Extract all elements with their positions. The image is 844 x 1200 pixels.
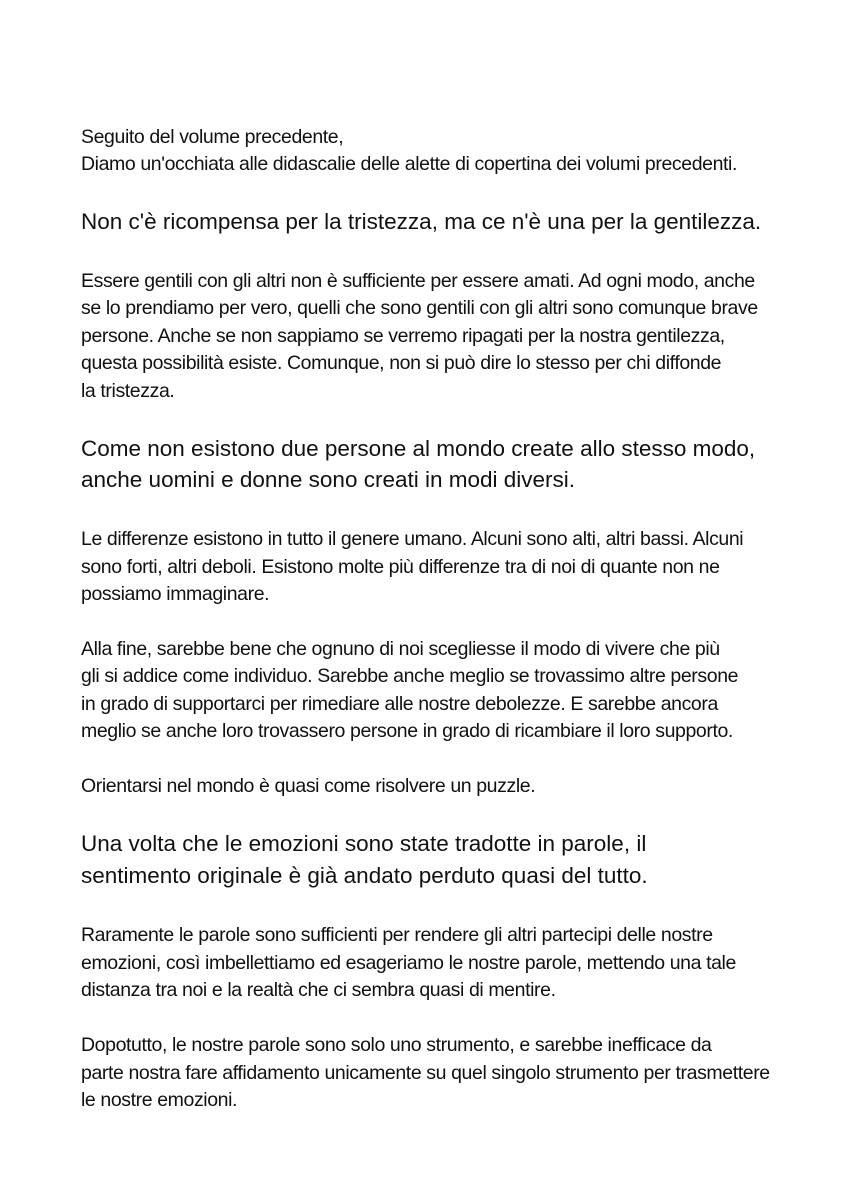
intro-line: Seguito del volume precedente, <box>81 126 344 148</box>
section-heading: sentimento originale è già andato perduto quasi del tutto. <box>81 863 648 888</box>
paragraph-line: distanza tra noi e la realtà che ci sembra quasi di mentire. <box>81 979 556 1001</box>
paragraph-line: possiamo immaginare. <box>81 583 270 605</box>
paragraph-line: le nostre emozioni. <box>81 1089 238 1111</box>
paragraph-line: questa possibilità esiste. Comunque, non si può dire lo stesso per chi diffonde <box>81 352 722 374</box>
paragraph-line: la tristezza. <box>81 380 175 402</box>
section-heading: Non c'è ricompensa per la tristezza, ma ce n'è una per la gentilezza. <box>81 209 762 234</box>
intro-line: Diamo un'occhiata alle didascalie delle alette di copertina dei volumi precedenti. <box>81 153 737 175</box>
paragraph-line: sono forti, altri deboli. Esistono molte più differenze tra di noi di quante non ne <box>81 556 720 578</box>
paragraph-line: persone. Anche se non sappiamo se verremo ripagati per la nostra gentilezza, <box>81 325 725 347</box>
paragraph-line: emozioni, così imbellettiamo ed esageriamo le nostre parole, mettendo una tale <box>81 952 736 974</box>
paragraph-line: gli si addice come individuo. Sarebbe anche meglio se trovassimo altre persone <box>81 665 739 687</box>
paragraph-line: Raramente le parole sono sufficienti per rendere gli altri partecipi delle nostre <box>81 924 713 946</box>
section-heading: Una volta che le emozioni sono state tradotte in parole, il <box>81 831 647 856</box>
section-heading: anche uomini e donne sono creati in modi diversi. <box>81 467 576 492</box>
paragraph-line: Le differenze esistono in tutto il genere umano. Alcuni sono alti, altri bassi. Alcuni <box>81 528 744 550</box>
paragraph-line: Dopotutto, le nostre parole sono solo uno strumento, e sarebbe inefficace da <box>81 1034 712 1056</box>
paragraph-line: Orientarsi nel mondo è quasi come risolvere un puzzle. <box>81 775 536 797</box>
paragraph-line: se lo prendiamo per vero, quelli che sono gentili con gli altri sono comunque brave <box>81 297 758 319</box>
paragraph-line: Alla fine, sarebbe bene che ognuno di noi scegliesse il modo di vivere che più <box>81 638 720 660</box>
paragraph-line: Essere gentili con gli altri non è sufficiente per essere amati. Ad ogni modo, anche <box>81 270 755 292</box>
paragraph-line: in grado di supportarci per rimediare alle nostre debolezze. E sarebbe ancora <box>81 693 718 715</box>
paragraph-line: parte nostra fare affidamento unicamente su quel singolo strumento per trasmettere <box>81 1062 770 1084</box>
section-heading: Come non esistono due persone al mondo create allo stesso modo, <box>81 436 756 461</box>
paragraph-line: meglio se anche loro trovassero persone in grado di ricambiare il loro supporto. <box>81 720 733 742</box>
